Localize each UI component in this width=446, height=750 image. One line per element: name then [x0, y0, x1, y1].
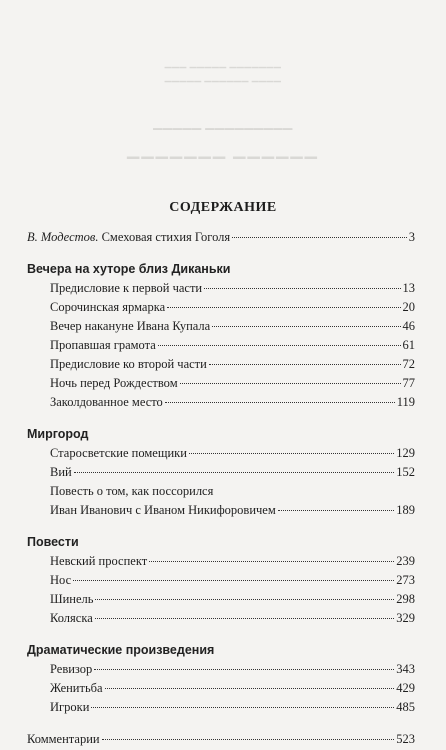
section-heading: Миргород	[27, 427, 89, 441]
dot-leader	[278, 510, 394, 511]
show-through-line: ▁▁▁ ▁▁▁▁▁ ▁▁▁▁▁▁▁	[164, 58, 282, 68]
toc-entry[interactable]: Вий 152	[50, 465, 415, 479]
toc-entry-title-line1[interactable]: Повесть о том, как поссорился	[50, 484, 214, 498]
toc-entry-comments[interactable]: Комментарии 523	[27, 732, 415, 746]
show-through-line: ▁▁▁▁▁▁▁ ▁▁▁▁▁▁	[127, 142, 319, 159]
show-through-line: ▁▁▁▁▁ ▁▁▁▁▁▁ ▁▁▁▁	[164, 72, 282, 82]
table-of-contents	[27, 228, 415, 749]
dot-leader	[165, 402, 395, 403]
dot-leader	[149, 561, 394, 562]
toc-entry[interactable]: Шинель 298	[50, 592, 415, 606]
dot-leader	[189, 453, 394, 454]
toc-entry[interactable]: Старосветские помещики 129	[50, 446, 415, 460]
toc-entry[interactable]: Нос 273	[50, 573, 415, 587]
toc-entry[interactable]: Заколдованное место 119	[50, 395, 415, 409]
section-heading: Вечера на хуторе близ Диканьки	[27, 262, 231, 276]
section-heading: Повести	[27, 535, 79, 549]
dot-leader	[95, 599, 394, 600]
toc-entry[interactable]: Игроки 485	[50, 700, 415, 714]
toc-entry[interactable]: Предисловие ко второй части 72	[50, 357, 415, 371]
show-through-line: ▁▁▁▁▁ ▁▁▁▁▁▁▁▁▁	[153, 116, 293, 130]
dot-leader	[105, 688, 395, 689]
dot-leader	[209, 364, 401, 365]
toc-entry-intro[interactable]	[27, 228, 415, 247]
dot-leader	[167, 307, 400, 308]
toc-entry[interactable]: Ревизор 343	[50, 662, 415, 676]
dot-leader	[180, 383, 401, 384]
section-heading: Драматические произведения	[27, 643, 215, 657]
dot-leader	[212, 326, 400, 327]
toc-entry[interactable]: Вечер накануне Ивана Купала 46	[50, 319, 415, 333]
page-title: СОДЕРЖАНИЕ	[169, 200, 277, 215]
toc-entry-title: В. Модестов. Смеховая стихия Гоголя	[27, 230, 231, 244]
toc-entry-author: В. Модестов.	[27, 230, 99, 244]
dot-leader	[204, 288, 400, 289]
dot-leader	[73, 580, 394, 581]
dot-leader	[102, 739, 395, 740]
dot-leader	[158, 345, 401, 346]
toc-entry[interactable]: Ночь перед Рождеством 77	[50, 376, 415, 390]
toc-entry[interactable]: Невский проспект 239	[50, 554, 415, 568]
dot-leader	[232, 237, 407, 238]
dot-leader	[91, 707, 394, 708]
toc-entry[interactable]: Коляска 329	[50, 611, 415, 625]
toc-entry[interactable]: Пропавшая грамота 61	[50, 338, 415, 352]
dot-leader	[74, 472, 395, 473]
toc-entry[interactable]: Иван Иванович с Иваном Никифоровичем 189	[50, 503, 415, 517]
dot-leader	[95, 618, 394, 619]
dot-leader	[94, 669, 394, 670]
toc-entry[interactable]: Предисловие к первой части 13	[50, 281, 415, 295]
toc-entry[interactable]: Сорочинская ярмарка 20	[50, 300, 415, 314]
toc-entry[interactable]: Женитьба 429	[50, 681, 415, 695]
toc-entry-page: 3	[408, 230, 415, 244]
